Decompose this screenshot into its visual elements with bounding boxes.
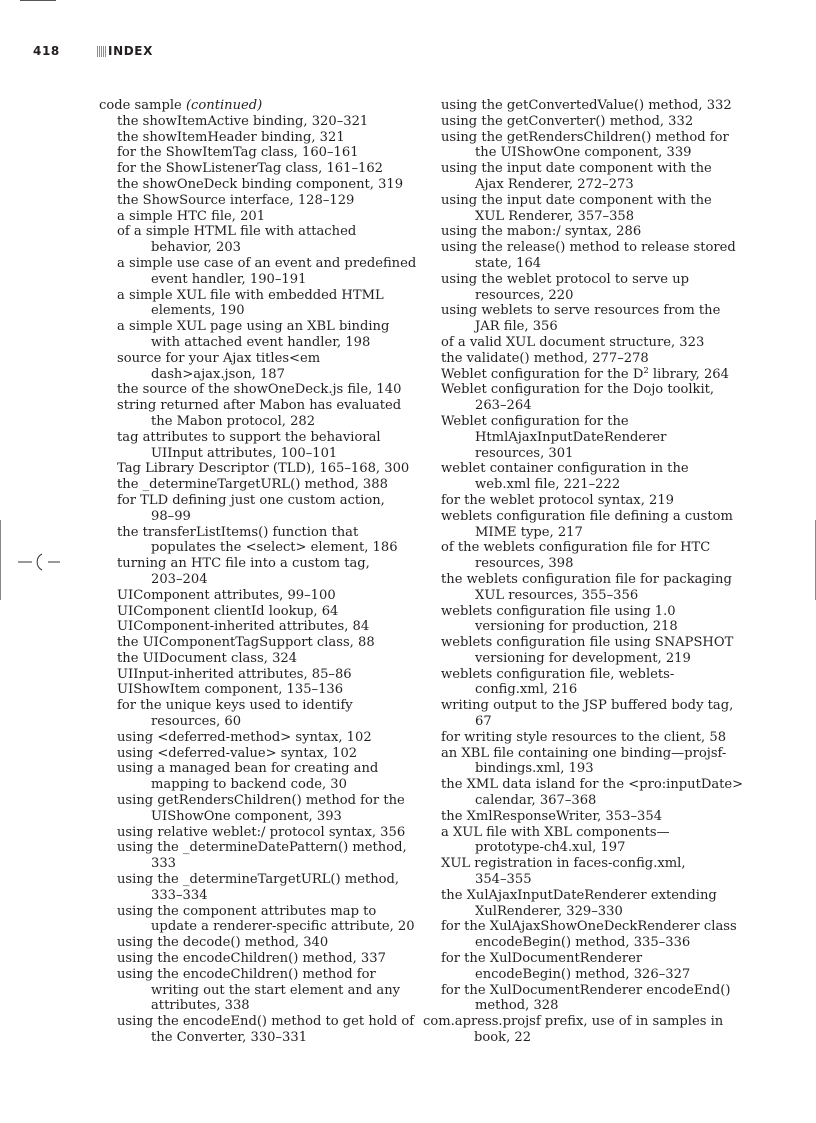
- index-entry-continuation: XUL Renderer, 357–358: [475, 208, 635, 224]
- index-entry: turning an HTC file into a custom tag,: [117, 556, 370, 572]
- index-entry: the ShowSource interface, 128–129: [117, 192, 355, 208]
- index-entry-continuation: behavior, 203: [151, 240, 241, 256]
- index-entry-continuation: JAR file, 356: [475, 319, 558, 335]
- index-entry: for the XulDocumentRenderer encodeEnd(): [441, 982, 731, 998]
- index-entry-continuation: book, 22: [474, 1030, 532, 1046]
- index-entry-continuation: attributes, 338: [151, 998, 250, 1014]
- index-entry-continuation: XUL resources, 355–356: [475, 587, 639, 603]
- index-entry: a XUL file with XBL components—: [441, 824, 670, 840]
- index-entry: using weblets to serve resources from the: [441, 303, 721, 319]
- index-entry: the XulAjaxInputDateRenderer extending: [441, 887, 717, 903]
- index-entry-continuation: 333–334: [151, 887, 208, 903]
- index-entry: weblets configuration file using 1.0: [441, 603, 676, 619]
- index-entry: writing output to the JSP buffered body tag,: [441, 698, 734, 714]
- index-entry: using the getRendersChildren() method for: [441, 129, 729, 145]
- index-entry-continuation: XulRenderer, 329–330: [475, 903, 623, 919]
- page-number: 418: [33, 44, 60, 58]
- index-column-left: [99, 98, 417, 1046]
- index-entry-continuation: versioning for development, 219: [475, 650, 691, 666]
- index-entry: string returned after Mabon has evaluated: [117, 398, 402, 414]
- index-entry-continuation: Ajax Renderer, 272–273: [475, 176, 634, 192]
- index-entry-continuation: the Mabon protocol, 282: [151, 413, 316, 429]
- index-entry-continuation: state, 164: [475, 255, 542, 271]
- index-entry: the XmlResponseWriter, 353–354: [441, 808, 663, 824]
- index-entry: Weblet configuration for the Dojo toolkit,: [441, 382, 715, 398]
- index-entry-continuation: UIInput attributes, 100–101: [151, 445, 338, 461]
- index-entry-continuation: HtmlAjaxInputDateRenderer: [475, 429, 667, 445]
- index-entry-continuation: web.xml file, 221–222: [475, 477, 621, 493]
- header-bars-icon: [97, 46, 106, 57]
- index-entry: the showItemActive binding, 320–321: [117, 113, 369, 129]
- index-entry: using the _determineDatePattern() method,: [117, 840, 407, 856]
- index-entry: weblets configuration file, weblets-: [441, 666, 675, 682]
- index-entry: for the weblet protocol syntax, 219: [441, 492, 675, 508]
- crop-mark-top: [20, 0, 56, 2]
- index-entry: the transferListItems() function that: [117, 524, 359, 540]
- index-entry: of a simple HTML file with attached: [117, 224, 357, 240]
- index-entry-continuation: 67: [475, 714, 492, 730]
- index-entry-continuation: resources, 60: [151, 714, 242, 730]
- index-entry: using <deferred-method> syntax, 102: [117, 729, 372, 745]
- index-entry: using a managed bean for creating and: [117, 761, 379, 777]
- index-entry-continuation: with attached event handler, 198: [151, 334, 371, 350]
- index-entry-continuation: update a renderer-specific attribute, 20: [151, 919, 415, 935]
- index-entry: using the encodeEnd() method to get hold of: [117, 1014, 415, 1030]
- index-entry: of the weblets configuration file for HTC: [441, 540, 711, 556]
- registration-mark-icon: [18, 552, 60, 572]
- index-heading: code sample (continued): [99, 98, 263, 113]
- index-entry-continuation: prototype-ch4.xul, 197: [475, 840, 626, 856]
- index-entry: the UIComponentTagSupport class, 88: [117, 635, 375, 651]
- index-entry: UIComponent-inherited attributes, 84: [117, 619, 370, 635]
- index-entry-continuation: versioning for production, 218: [475, 619, 678, 635]
- index-entry: the XML data island for the <pro:inputDate>: [441, 777, 744, 793]
- index-entry: UIInput-inherited attributes, 85–86: [117, 666, 352, 682]
- index-entry-continuation: resources, 398: [475, 556, 574, 572]
- index-entry: for writing style resources to the client, 58: [441, 729, 727, 745]
- index-entry: using getRendersChildren() method for the: [117, 793, 405, 809]
- index-entry-continuation: config.xml, 216: [475, 682, 578, 698]
- index-entry: Weblet configuration for the $D^2$ library, 264: [441, 365, 729, 382]
- section-title: INDEX: [108, 44, 153, 58]
- index-entry: the _determineTargetURL() method, 388: [117, 477, 388, 493]
- index-entry: an XBL file containing one binding—projsf-: [441, 745, 727, 761]
- index-entry-continuation: encodeBegin() method, 326–327: [475, 966, 691, 982]
- index-entry: using the release() method to release stored: [441, 240, 736, 256]
- index-entry: weblet container configuration in the: [441, 461, 689, 477]
- index-entry-continuation: populates the <select> element, 186: [151, 540, 398, 556]
- index-entry: Tag Library Descriptor (TLD), 165–168, 300: [117, 461, 410, 477]
- index-entry-continuation: writing out the start element and any: [151, 982, 401, 998]
- index-entry-continuation: resources, 220: [475, 287, 574, 303]
- index-entry: using the component attributes map to: [117, 903, 377, 919]
- index-entry: the validate() method, 277–278: [441, 350, 649, 366]
- index-entry-continuation: the UIShowOne component, 339: [475, 145, 692, 161]
- index-entry: for the XulDocumentRenderer: [441, 951, 643, 967]
- index-entry-continuation: 354–355: [475, 872, 532, 888]
- index-entry: for TLD defining just one custom action,: [117, 492, 385, 508]
- index-entry-continuation: resources, 301: [475, 445, 574, 461]
- index-entry: weblets configuration file defining a custom: [441, 508, 733, 524]
- index-entry: a simple XUL page using an XBL binding: [117, 319, 390, 335]
- index-entry: using the weblet protocol to serve up: [441, 271, 690, 287]
- index-entry-continuation: the Converter, 330–331: [151, 1030, 308, 1046]
- index-entry-continuation: 98–99: [151, 508, 191, 524]
- index-entry: using the input date component with the: [441, 192, 712, 208]
- index-entry: a simple HTC file, 201: [117, 208, 266, 224]
- index-column-right: [423, 98, 744, 1046]
- index-entry: the weblets configuration file for packaging: [441, 571, 732, 587]
- index-entry: using the getConverter() method, 332: [441, 113, 694, 129]
- index-entry: using the encodeChildren() method for: [117, 966, 376, 982]
- index-entry: using relative weblet:/ protocol syntax, 356: [117, 824, 406, 840]
- index-entry: using the getConvertedValue() method, 332: [441, 98, 732, 113]
- index-entry: UIShowItem component, 135–136: [117, 682, 344, 698]
- index-entry: a simple use case of an event and predefined: [117, 255, 417, 271]
- index-entry: using the mabon:/ syntax, 286: [441, 224, 642, 240]
- index-entry: Weblet configuration for the: [441, 413, 629, 429]
- index-entry: UIComponent clientId lookup, 64: [117, 603, 339, 619]
- index-entry-continuation: 333: [151, 856, 176, 872]
- index-entry: using the encodeChildren() method, 337: [117, 951, 386, 967]
- index-entry-continuation: MIME type, 217: [475, 524, 583, 540]
- index-entry: using the _determineTargetURL() method,: [117, 872, 400, 888]
- crop-line-left: [0, 520, 1, 600]
- index-entry: the showItemHeader binding, 321: [117, 129, 345, 145]
- index-entry: of a valid XUL document structure, 323: [441, 334, 705, 350]
- index-entry: using the decode() method, 340: [117, 935, 329, 951]
- index-entry: the UIDocument class, 324: [117, 650, 298, 666]
- index-entry: source for your Ajax titles<em: [117, 350, 321, 366]
- index-entry-continuation: elements, 190: [151, 303, 245, 319]
- index-entry: using the input date component with the: [441, 161, 712, 177]
- index-entry-continuation: dash>ajax.json, 187: [151, 366, 285, 382]
- index-entry: for the ShowListenerTag class, 161–162: [117, 161, 383, 177]
- index-entry-continuation: UIShowOne component, 393: [151, 808, 342, 824]
- index-entry-continuation: 203–204: [151, 571, 208, 587]
- index-entry-continuation: event handler, 190–191: [151, 271, 307, 287]
- index-entry-continuation: mapping to backend code, 30: [151, 777, 347, 793]
- index-entry: UIComponent attributes, 99–100: [117, 587, 336, 603]
- index-entry: for the ShowItemTag class, 160–161: [117, 145, 359, 161]
- index-entry: the source of the showOneDeck.js file, 140: [117, 382, 402, 398]
- index-entry: weblets configuration file using SNAPSHOT: [441, 635, 734, 651]
- index-entry: the showOneDeck binding component, 319: [117, 176, 404, 192]
- index-entry: using <deferred-value> syntax, 102: [117, 745, 358, 761]
- index-entry: a simple XUL file with embedded HTML: [117, 287, 384, 303]
- index-entry-continuation: 263–264: [475, 398, 532, 414]
- index-entry-continuation: method, 328: [475, 998, 559, 1014]
- index-entry-continuation: bindings.xml, 193: [475, 761, 594, 777]
- index-entry: for the unique keys used to identify: [117, 698, 353, 714]
- index-entry: XUL registration in faces-config.xml,: [441, 856, 686, 872]
- index-entry: for the XulAjaxShowOneDeckRenderer class: [441, 919, 737, 935]
- index-entry-continuation: calendar, 367–368: [475, 793, 597, 809]
- index-entry-continuation: encodeBegin() method, 335–336: [475, 935, 691, 951]
- index-entry: tag attributes to support the behavioral: [117, 429, 381, 445]
- index-heading: com.apress.projsf prefix, use of in samples in: [423, 1014, 724, 1030]
